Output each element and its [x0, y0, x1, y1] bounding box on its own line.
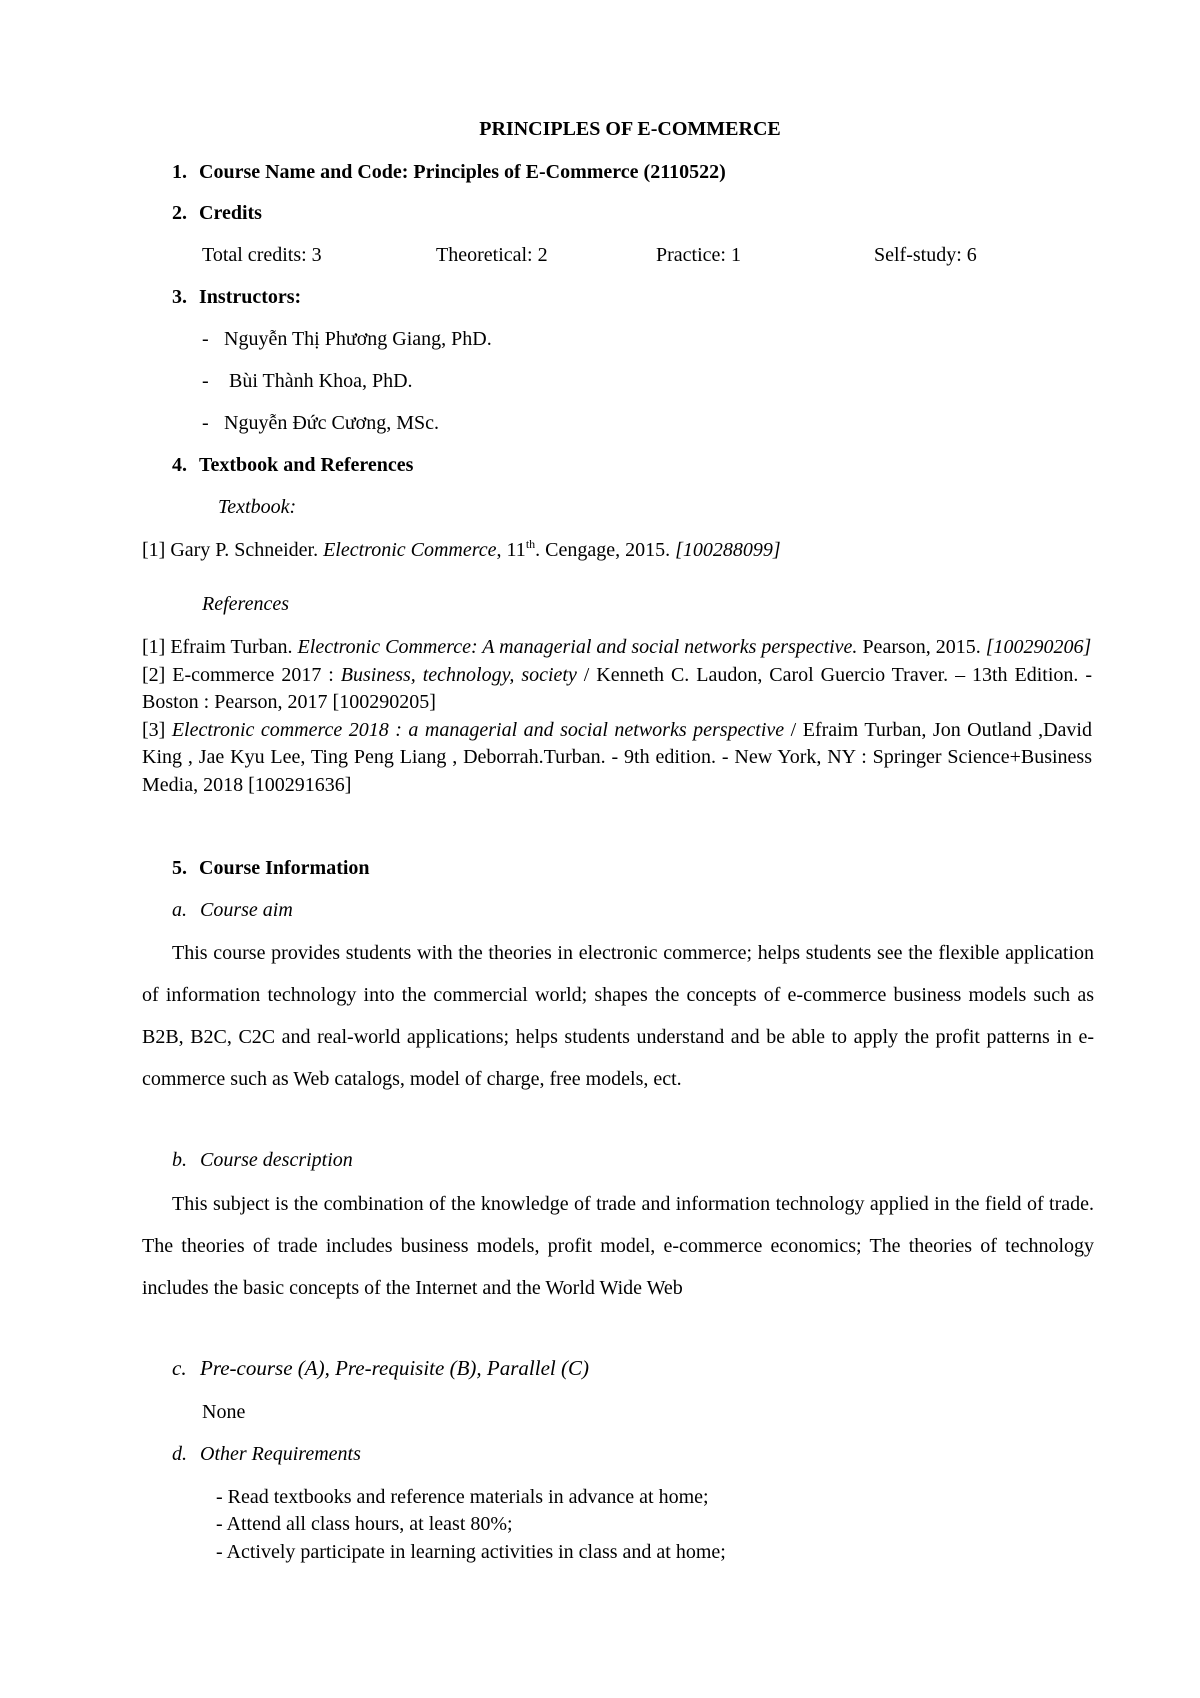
section-textbook [172, 455, 413, 475]
section-number: 3. [172, 286, 187, 308]
section-heading: Course Name and Code: Principles of E-Commerce (2110522) [199, 161, 726, 183]
references-list [142, 634, 1092, 799]
subsection-heading: Course aim [200, 899, 293, 921]
requirement-item: - Attend all class hours, at least 80%; [216, 1513, 513, 1535]
subsection-course-description: b. Course description [172, 1149, 353, 1171]
credits-total: Total credits: 3 [202, 244, 322, 266]
textbook-entry: [1] Gary P. Schneider. Electronic Commerce, 11th. Cengage, 2015. [100288099] [142, 537, 781, 561]
section-heading: Credits [199, 202, 262, 224]
section-number: 1. [172, 161, 187, 183]
section-number: 4. [172, 454, 187, 476]
references-heading: References [202, 593, 289, 615]
textbook-title: Electronic Commerce [323, 539, 497, 561]
subsection-prerequisites: c. Pre-course (A), Pre-requisite (B), Parallel (C) [172, 1356, 589, 1380]
reference-item: [3] Electronic commerce 2018 : a managerial and social networks perspective / Efraim Turban, Jon Outland ,David King , Jae Kyu Lee, Ting Peng Liang , Deborrah.Turban. - 9th edition. - New York, NY : Springer Science+Business Media, 2018 [100291636] [142, 718, 1092, 796]
subsection-heading: Other Requirements [200, 1443, 361, 1465]
textbook-heading: Textbook: [218, 496, 297, 518]
section-course-information [172, 858, 370, 878]
section-number: 2. [172, 202, 187, 224]
subsection-heading: Course description [200, 1149, 353, 1171]
section-instructors [172, 287, 301, 307]
section-heading: Instructors: [199, 286, 302, 308]
requirement-item: - Actively participate in learning activities in class and at home; [216, 1541, 726, 1563]
instructor-name: Nguyễn Thị Phương Giang, PhD. [224, 328, 492, 350]
instructor-name: Nguyễn Đức Cương, MSc. [224, 412, 440, 434]
course-description-text: This subject is the combination of the knowledge of trade and information technology applied in the field of trade. The theories of trade includes business models, profit model, e-commerce economics; The theories of technology includes the basic concepts of the Internet and the World Wide Web [142, 1193, 1094, 1299]
section-course-name [172, 162, 726, 182]
prerequisites-text: None [202, 1401, 246, 1423]
requirement-item: - Read textbooks and reference materials in advance at home; [216, 1486, 709, 1508]
textbook-author: [1] Gary P. Schneider. [142, 539, 324, 561]
subsection-heading: Pre-course (A), Pre-requisite (B), Parallel (C) [200, 1356, 589, 1380]
page-title: PRINCIPLES OF E-COMMERCE [479, 118, 781, 140]
subsection-other-requirements: d. Other Requirements [172, 1443, 361, 1465]
credits-self-study: Self-study: 6 [874, 244, 977, 266]
section-number: 5. [172, 857, 187, 879]
instructor-name: Bùi Thành Khoa, PhD. [229, 370, 413, 392]
instructor-item: - Bùi Thành Khoa, PhD. [202, 370, 413, 392]
credits-theoretical: Theoretical: 2 [436, 244, 548, 266]
section-heading: Course Information [199, 857, 370, 879]
reference-item: [1] Efraim Turban. Electronic Commerce: A managerial and social networks perspective. Pearson, 2015. [100290206] [142, 636, 1092, 658]
subsection-course-aim: a. Course aim [172, 899, 293, 921]
section-heading: Textbook and References [199, 454, 414, 476]
instructor-item: - Nguyễn Đức Cương, MSc. [202, 412, 440, 434]
course-aim-text: This course provides students with the theories in electronic commerce; helps students see the flexible application of information technology into the commercial world; shapes the concepts of e-commerce business models such as B2B, B2C, C2C and real-world applications; helps students understand and be able to apply the profit patterns in e-commerce such as Web catalogs, model of charge, free models, ect. [142, 942, 1094, 1090]
credits-practice: Practice: 1 [656, 244, 741, 266]
instructor-item: - Nguyễn Thị Phương Giang, PhD. [202, 328, 492, 350]
section-credits [172, 203, 262, 223]
textbook-code: [100288099] [675, 539, 781, 561]
reference-item: [2] E-commerce 2017 : Business, technology, society / Kenneth C. Laudon, Carol Guercio Traver. – 13th Edition. - Boston : Pearson, 2017 [100290205] [142, 663, 1092, 713]
